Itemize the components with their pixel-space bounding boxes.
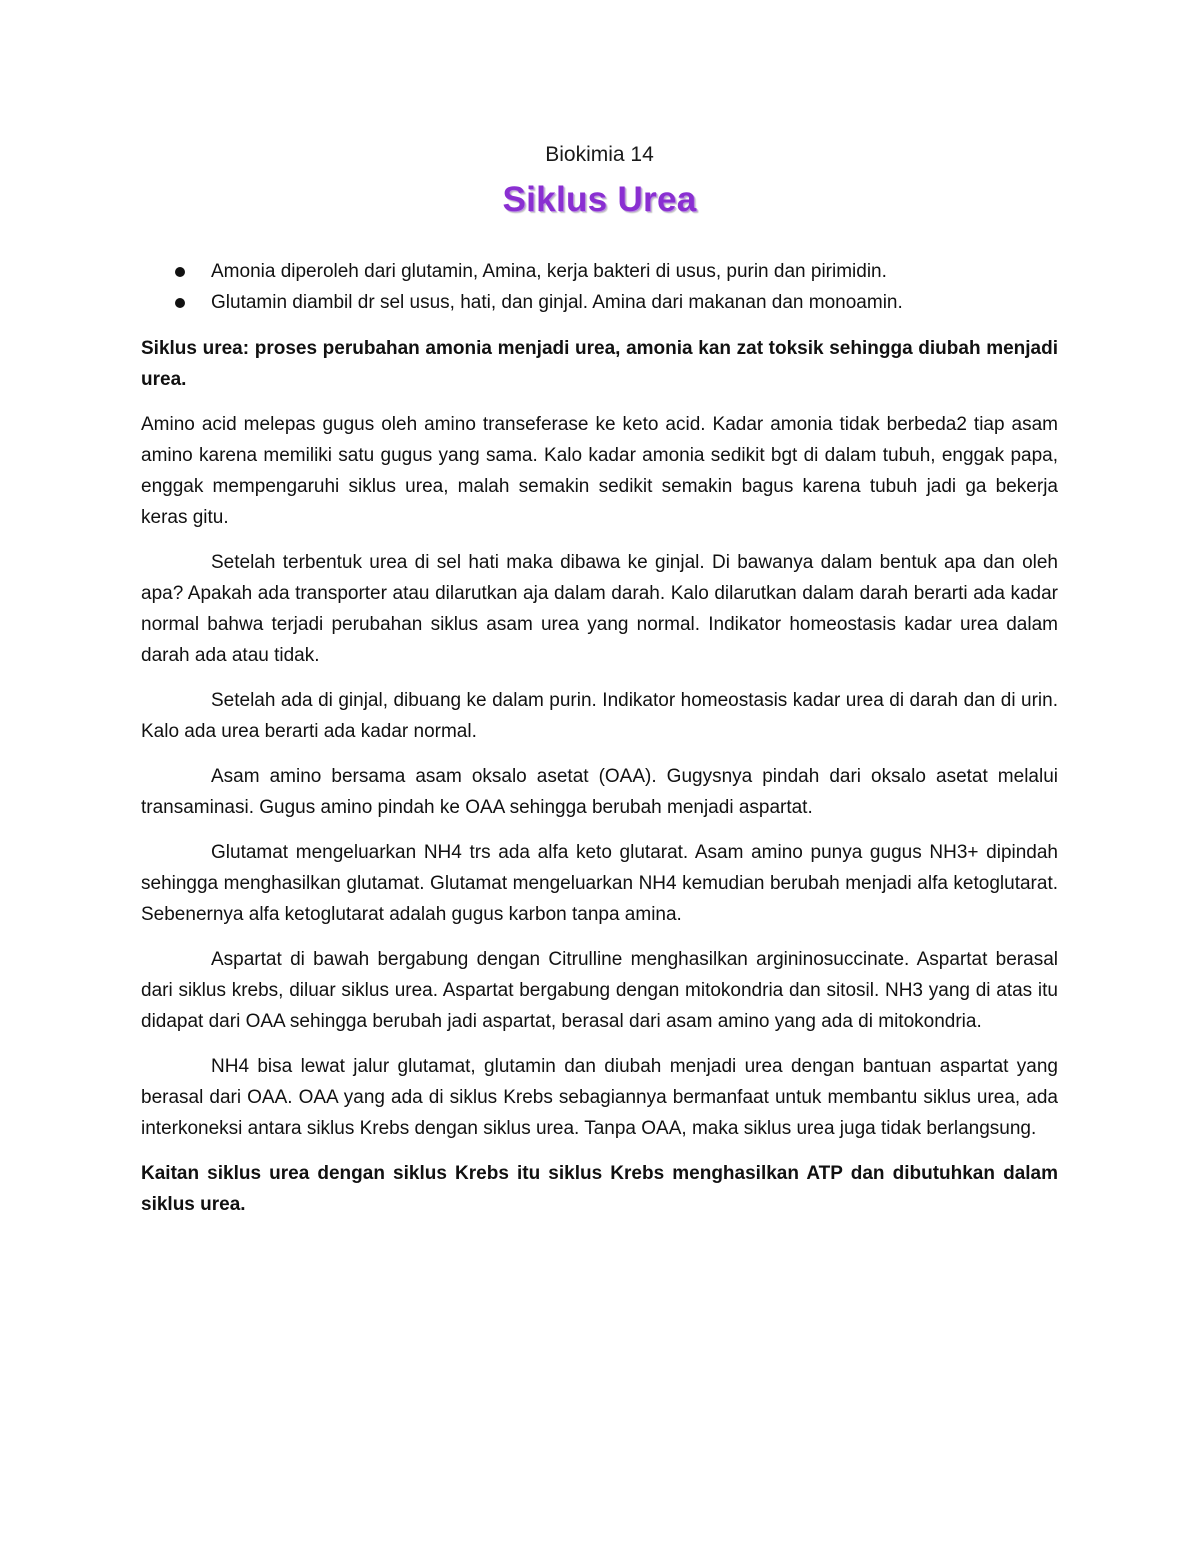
bullet-text: Glutamin diambil dr sel usus, hati, dan ginjal. Amina dari makanan dan monoamin. <box>211 292 903 313</box>
body-paragraph: Setelah ada di ginjal, dibuang ke dalam purin. Indikator homeostasis kadar urea di darah dan di urin. Kalo ada urea berarti ada kadar normal. <box>141 690 1058 742</box>
bullet-text: Amonia diperoleh dari glutamin, Amina, kerja bakteri di usus, purin dan pirimidin. <box>211 261 887 282</box>
body-paragraph: Aspartat di bawah bergabung dengan Citrulline menghasilkan argininosuccinate. Aspartat berasal dari siklus krebs, diluar siklus urea. Aspartat bergabung dengan mitokondria dan sitosil. NH3 yang di atas itu didapat dari OAA sehingga berubah jadi aspartat, berasal dari asam amino yang ada di mitokondria. <box>141 949 1058 1032</box>
bullet-item <box>141 256 1058 287</box>
conclusion-paragraph: Kaitan siklus urea dengan siklus Krebs itu siklus Krebs menghasilkan ATP dan dibutuhkan dalam siklus urea. <box>141 1163 1058 1215</box>
document-page <box>141 138 1058 1220</box>
body-paragraph: NH4 bisa lewat jalur glutamat, glutamin dan diubah menjadi urea dengan bantuan aspartat yang berasal dari OAA. OAA yang ada di siklus Krebs sebagiannya bermanfaat untuk membantu siklus urea, ada interkoneksi antara siklus Krebs dengan siklus urea. Tanpa OAA, maka siklus urea juga tidak berlangsung. <box>141 1056 1058 1139</box>
body-paragraph: Glutamat mengeluarkan NH4 trs ada alfa keto glutarat. Asam amino punya gugus NH3+ dipindah sehingga menghasilkan glutamat. Glutamat mengeluarkan NH4 kemudian berubah menjadi alfa ketoglutarat. Sebenernya alfa ketoglutarat adalah gugus karbon tanpa amina. <box>141 842 1058 925</box>
body-paragraph: Amino acid melepas gugus oleh amino transeferase ke keto acid. Kadar amonia tidak berbeda2 tiap asam amino karena memiliki satu gugus yang sama. Kalo kadar amonia sedikit bgt di dalam tubuh, enggak papa, enggak mempengaruhi siklus urea, malah semakin sedikit semakin bagus karena tubuh jadi ga bekerja keras gitu. <box>141 414 1058 528</box>
body-paragraph: Setelah terbentuk urea di sel hati maka dibawa ke ginjal. Di bawanya dalam bentuk apa dan oleh apa? Apakah ada transporter atau dilarutkan aja dalam darah. Kalo dilarutkan dalam darah berarti ada kadar normal bahwa terjadi perubahan siklus asam urea yang normal. Indikator homeostasis kadar urea dalam darah ada atau tidak. <box>141 552 1058 666</box>
body-paragraph: Asam amino bersama asam oksalo asetat (OAA). Gugysnya pindah dari oksalo asetat melalui transaminasi. Gugus amino pindah ke OAA sehingga berubah menjadi aspartat. <box>141 766 1058 818</box>
document-subtitle: Biokimia 14 <box>545 143 654 166</box>
bullet-dot-icon <box>175 298 185 308</box>
bullet-dot-icon <box>175 267 185 277</box>
bullet-item <box>141 287 1058 318</box>
bullet-list <box>141 256 1058 318</box>
document-title: Siklus Urea <box>502 180 697 219</box>
definition-paragraph: Siklus urea: proses perubahan amonia menjadi urea, amonia kan zat toksik sehingga diubah menjadi urea. <box>141 338 1058 390</box>
